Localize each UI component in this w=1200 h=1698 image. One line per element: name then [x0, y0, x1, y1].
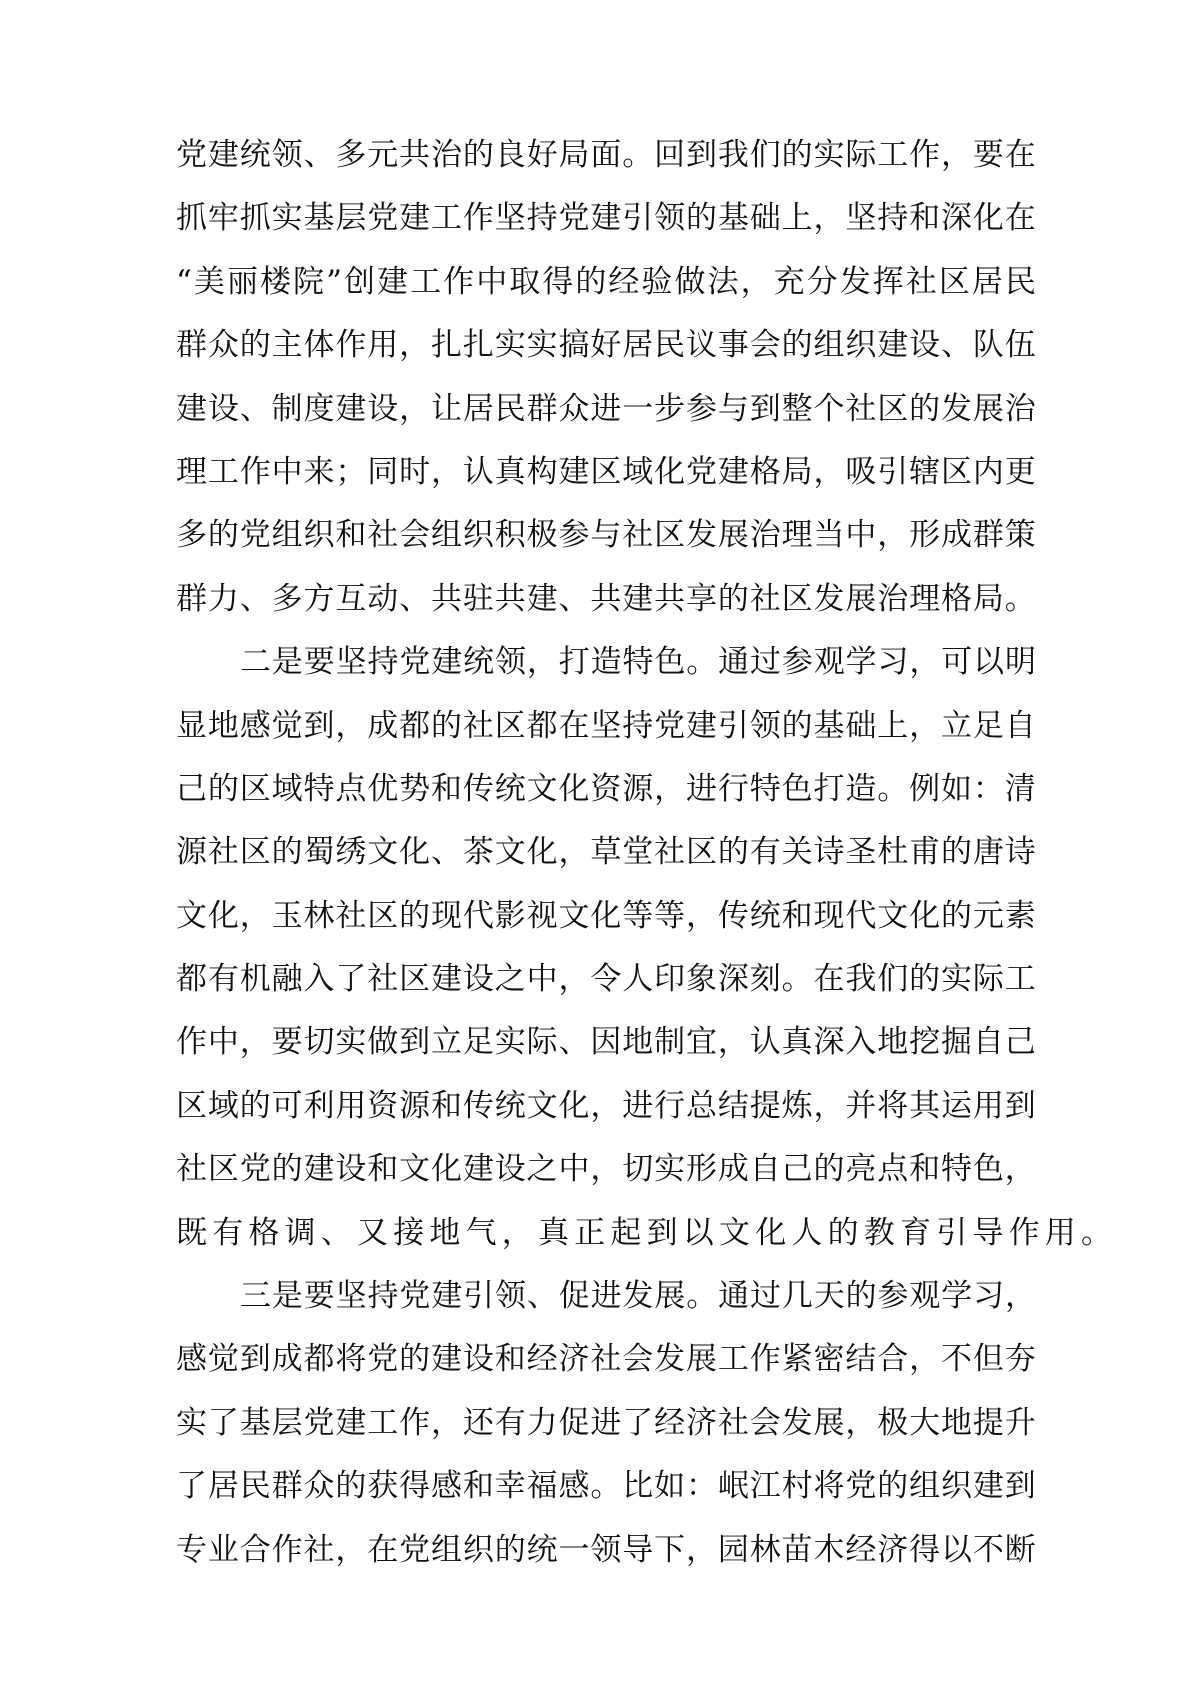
text-line: 理 工 作 中 来 ； 同 时 ， 认 真 构 建 区 域 化 党 建 格 局 ， 吸 引 辖 区 内 更 [176, 453, 1036, 490]
text-line: 显 地 感 觉 到 ， 成 都 的 社 区 都 在 坚 持 党 建 引 领 的 基 础 上 ， 立 足 自 [176, 707, 1036, 744]
text-line: 抓 牢 抓 实 基 层 党 建 工 作 坚 持 党 建 引 领 的 基 础 上 ， 坚 持 和 深 化 在 [176, 200, 1036, 237]
text-line: 实 了 基 层 党 建 工 作 ， 还 有 力 促 进 了 经 济 社 会 发 展 ， 极 大 地 提 升 [176, 1404, 1036, 1441]
paragraph-start-line: 二 是 要 坚 持 党 建 统 领 ， 打 造 特 色 。 通 过 参 观 学 习 ， 可 以 明 [240, 644, 1036, 681]
text-line: 社 区 党 的 建 设 和 文 化 建 设 之 中 ， 切 实 形 成 自 己 的 亮 点 和 特 色 ， [176, 1151, 1036, 1188]
text-line: “ 美 丽 楼 院 ” 创 建 工 作 中 取 得 的 经 验 做 法 ， 充 分 发 挥 社 区 居 民 [176, 263, 1036, 300]
text-line: 多 的 党 组 织 和 社 会 组 织 积 极 参 与 社 区 发 展 治 理 当 中 ， 形 成 群 策 [176, 517, 1036, 554]
text-line: 建 设 、 制 度 建 设 ， 让 居 民 群 众 进 一 步 参 与 到 整 个 社 区 的 发 展 治 [176, 390, 1036, 427]
text-line: 感 觉 到 成 都 将 党 的 建 设 和 经 济 社 会 发 展 工 作 紧 密 结 合 ， 不 但 夯 [176, 1341, 1036, 1378]
text-line: 文 化 ， 玉 林 社 区 的 现 代 影 视 文 化 等 等 ， 传 统 和 现 代 文 化 的 元 素 [176, 897, 1036, 934]
paragraph-start-line: 三 是 要 坚 持 党 建 引 领 、 促 进 发 展 。 通 过 几 天 的 参 观 学 习 ， [240, 1278, 1036, 1315]
text-line: 党 建 统 领 、 多 元 共 治 的 良 好 局 面 。 回 到 我 们 的 实 际 工 作 ， 要 在 [176, 137, 1036, 173]
text-line: 群 力 、 多 方 互 动 、 共 驻 共 建 、 共 建 共 享 的 社 区 发 展 治 理 格 局 。 [176, 580, 1036, 617]
text-line: 区 域 的 可 利 用 资 源 和 传 统 文 化 ， 进 行 总 结 提 炼 ， 并 将 其 运 用 到 [176, 1087, 1036, 1124]
text-line: 群 众 的 主 体 作 用 ， 扎 扎 实 实 搞 好 居 民 议 事 会 的 组 织 建 设 、 队 伍 [176, 327, 1036, 364]
body-text [176, 124, 1118, 1582]
text-line: 源 社 区 的 蜀 绣 文 化 、 茶 文 化 ， 草 堂 社 区 的 有 关 诗 圣 杜 甫 的 唐 诗 [176, 834, 1036, 871]
paragraph-end-line: 既有格调、又接地气，真正起到以文化人的教育引导作用。 [176, 1214, 1118, 1251]
text-line: 专 业 合 作 社 ， 在 党 组 织 的 统 一 领 导 下 ， 园 林 苗 木 经 济 得 以 不 断 [176, 1531, 1036, 1568]
text-line: 了 居 民 群 众 的 获 得 感 和 幸 福 感 。 比 如 ： 岷 江 村 将 党 的 组 织 建 到 [176, 1468, 1036, 1505]
text-line: 己 的 区 域 特 点 优 势 和 传 统 文 化 资 源 ， 进 行 特 色 打 造 。 例 如 ： 清 [176, 770, 1036, 807]
text-line: 都 有 机 融 入 了 社 区 建 设 之 中 ， 令 人 印 象 深 刻 。 在 我 们 的 实 际 工 [176, 961, 1036, 998]
text-line: 作 中 ， 要 切 实 做 到 立 足 实 际 、 因 地 制 宜 ， 认 真 深 入 地 挖 掘 自 己 [176, 1024, 1036, 1061]
